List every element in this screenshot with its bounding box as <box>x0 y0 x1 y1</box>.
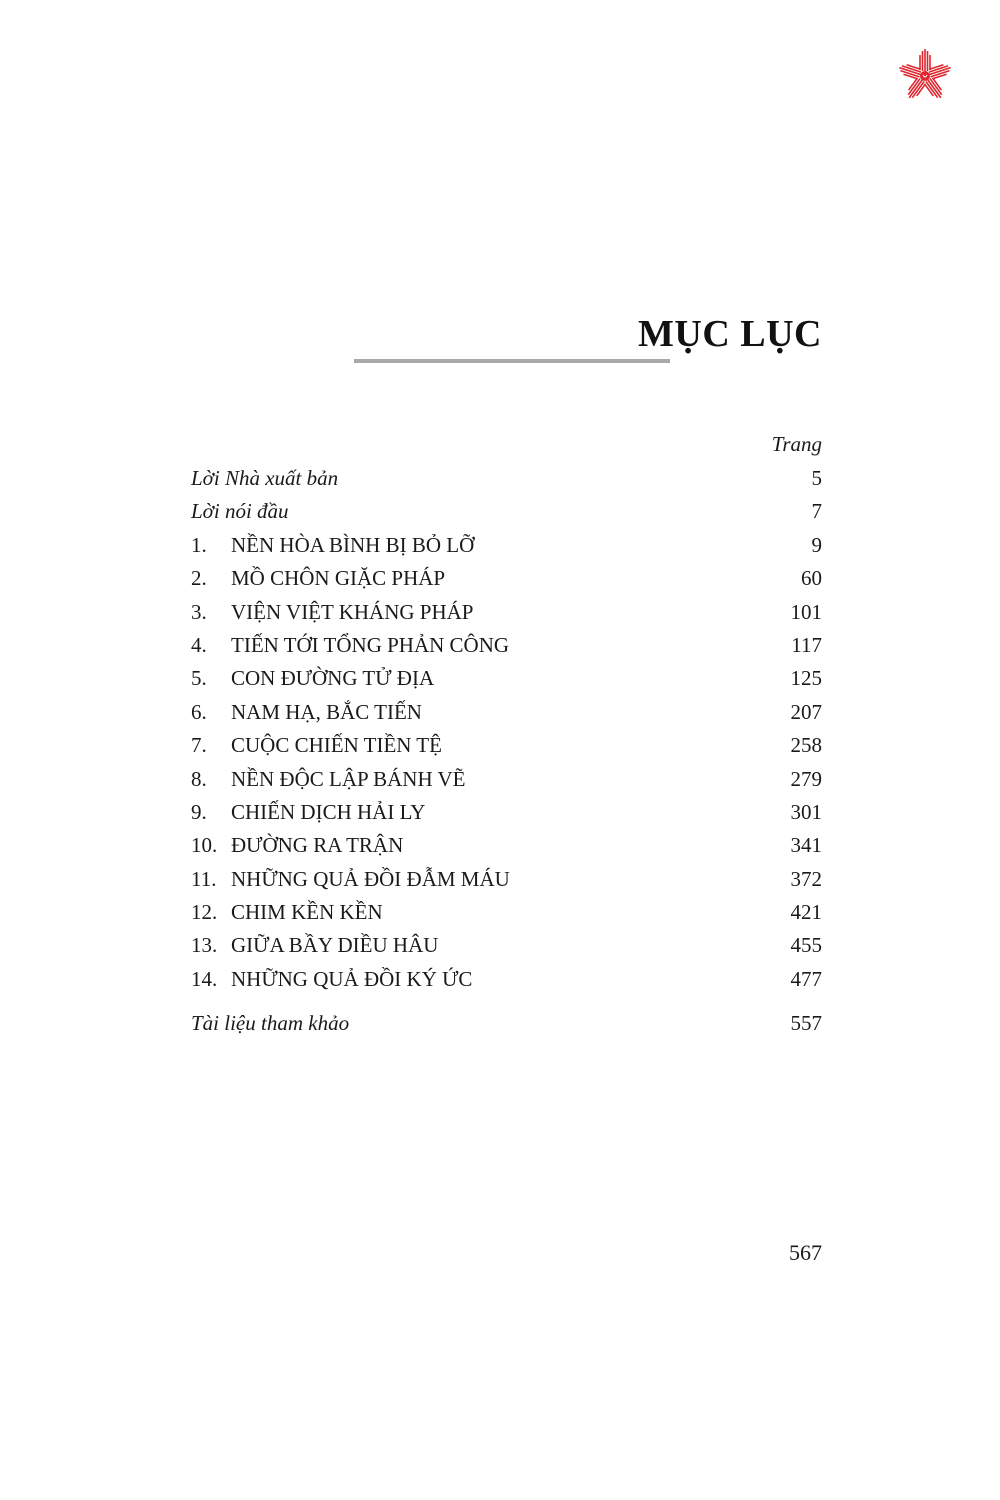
chapter-number: 3. <box>191 599 207 624</box>
toc-entry-chapter-4[interactable] <box>191 629 822 662</box>
toc-entry-label: Lời Nhà xuất bản <box>191 466 339 490</box>
chapter-title: CUỘC CHIẾN TIỀN TỆ <box>231 733 442 758</box>
toc-entry-page: 421 <box>790 900 822 925</box>
toc-entry-chapter-9[interactable] <box>191 796 822 829</box>
chapter-number: 4. <box>191 632 207 657</box>
toc-entry-page: 117 <box>791 632 822 657</box>
page-column-header: Trang <box>771 432 822 456</box>
toc-entry-chapter-1[interactable] <box>191 529 822 562</box>
toc-entry-label: Lời nói đầu <box>191 499 289 524</box>
toc-entry-page: 455 <box>790 933 822 958</box>
toc-entry-chapter-8[interactable] <box>191 763 822 796</box>
chapter-title: NHỮNG QUẢ ĐỒI ĐẪM MÁU <box>231 866 510 891</box>
toc-entry-page: 9 <box>811 532 822 557</box>
page-number: 567 <box>789 1240 822 1265</box>
toc-entry-chapter-7[interactable] <box>191 729 822 762</box>
toc-entry-front-publisher-note[interactable] <box>191 462 822 495</box>
toc-entry-page: 7 <box>811 499 822 524</box>
chapter-number: 11. <box>191 866 217 891</box>
chapter-title: ĐƯỜNG RA TRẬN <box>231 833 404 858</box>
chapter-title: GIỮA BẦY DIỀU HÂU <box>231 933 439 958</box>
toc-entry-chapter-6[interactable] <box>191 696 822 729</box>
chapter-number: 9. <box>191 799 207 824</box>
chapter-number: 5. <box>191 666 207 691</box>
chapter-number: 6. <box>191 699 207 724</box>
toc-entry-label: Tài liệu tham khảo <box>191 1011 350 1036</box>
chapter-number: 8. <box>191 766 207 791</box>
chapter-title: NAM HẠ, BẮC TIẾN <box>231 699 422 724</box>
toc-entry-chapter-14[interactable] <box>191 963 822 996</box>
chapter-number: 10. <box>191 833 218 858</box>
toc-entry-page: 5 <box>811 466 822 490</box>
chapter-title: MỒ CHÔN GIẶC PHÁP <box>231 566 446 591</box>
chapter-title: NỀN HÒA BÌNH BỊ BỎ LỠ <box>231 532 475 557</box>
toc-entry-page: 279 <box>790 766 822 791</box>
toc-entry-chapter-10[interactable] <box>191 829 822 862</box>
toc-entry-page: 258 <box>790 733 822 758</box>
toc-entry-page: 207 <box>790 699 822 724</box>
toc-entry-page: 341 <box>790 833 822 858</box>
toc-entry-chapter-5[interactable] <box>191 662 822 695</box>
page-title: MỤC LỤC <box>638 313 822 355</box>
chapter-number: 1. <box>191 532 207 557</box>
toc-entry-page: 125 <box>790 666 822 691</box>
chapter-title: VIỆN VIỆT KHÁNG PHÁP <box>231 599 474 624</box>
toc-entry-chapter-12[interactable] <box>191 896 822 929</box>
toc-entry-page: 301 <box>790 799 822 824</box>
toc-entry-page: 557 <box>790 1011 822 1036</box>
toc-entry-chapter-13[interactable] <box>191 929 822 962</box>
toc-entry-front-foreword[interactable] <box>191 495 822 528</box>
toc-entry-chapter-11[interactable] <box>191 863 822 896</box>
chapter-title: CHIẾN DỊCH HẢI LY <box>231 799 426 824</box>
chapter-number: 7. <box>191 733 207 758</box>
chapter-title: CON ĐƯỜNG TỬ ĐỊA <box>231 666 435 691</box>
toc-entry-chapter-3[interactable] <box>191 596 822 629</box>
chapter-number: 2. <box>191 566 207 591</box>
title-underline-rule <box>354 359 670 363</box>
publisher-star-logo-icon <box>895 46 955 106</box>
toc-entry-page: 372 <box>790 866 822 891</box>
chapter-title: NHỮNG QUẢ ĐỒI KÝ ỨC <box>231 966 473 991</box>
toc-entry-chapter-2[interactable] <box>191 562 822 595</box>
chapter-title: NỀN ĐỘC LẬP BÁNH VẼ <box>231 766 466 791</box>
toc-entry-back-references[interactable] <box>191 1007 822 1040</box>
toc-entry-page: 477 <box>790 966 822 991</box>
chapter-title: CHIM KỀN KỀN <box>231 900 383 925</box>
chapter-number: 14. <box>191 966 218 991</box>
chapter-title: TIẾN TỚI TỔNG PHẢN CÔNG <box>231 632 510 657</box>
chapter-number: 13. <box>191 933 218 958</box>
table-of-contents <box>191 462 822 1041</box>
chapter-number: 12. <box>191 900 218 925</box>
toc-entry-page: 101 <box>790 599 822 624</box>
toc-entry-page: 60 <box>801 566 822 591</box>
